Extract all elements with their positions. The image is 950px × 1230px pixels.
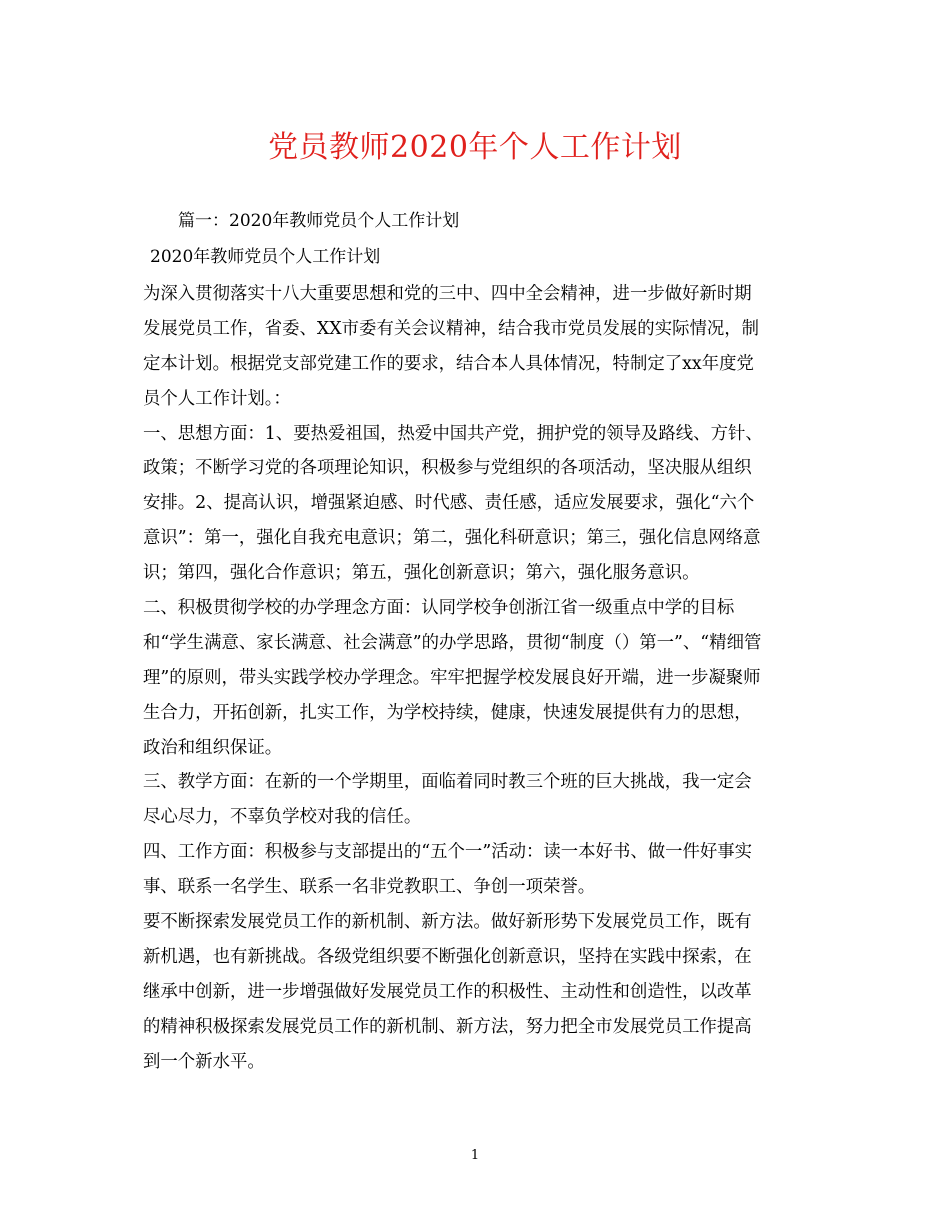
body-line: 和“学生满意、家长满意、社会满意”的办学思路，贯彻“制度（）第一”、“精细管	[143, 632, 762, 653]
body-line: 要不断探索发展党员工作的新机制、新方法。做好新形势下发展党员工作，既有	[143, 912, 752, 933]
body-line: 的精神积极探索发展党员工作的新机制、新方法，努力把全市发展党员工作提高	[143, 1016, 752, 1037]
subheading-chapter: 篇一：2020年教师党员个人工作计划	[178, 211, 460, 231]
body-line: 三、教学方面：在新的一个学期里，面临着同时教三个班的巨大挑战，我一定会	[143, 772, 752, 793]
subheading-plan: 2020年教师党员个人工作计划	[150, 247, 381, 267]
page-number: 1	[470, 1148, 480, 1163]
body-line: 新机遇，也有新挑战。各级党组织要不断强化创新意识，坚持在实践中探索，在	[143, 946, 752, 967]
body-line: 为深入贯彻落实十八大重要思想和党的三中、四中全会精神，进一步做好新时期	[143, 284, 752, 304]
body-line: 识；第四，强化合作意识；第五，强化创新意识；第六，强化服务意识。	[143, 563, 700, 584]
body-line: 事、联系一名学生、联系一名非党教职工、争创一项荣誉。	[143, 877, 596, 898]
body-line: 理”的原则，带头实践学校办学理念。牢牢把握学校发展良好开端，进一步凝聚师	[143, 667, 761, 688]
document-title: 党员教师2020年个人工作计划	[268, 130, 682, 165]
body-line: 政策；不断学习党的各项理论知识，积极参与党组织的各项活动，坚决服从组织	[143, 458, 752, 479]
body-line: 意识”：第一，强化自我充电意识；第二，强化科研意识；第三，强化信息网络意	[143, 528, 761, 549]
body-line: 安排。2、提高认识，增强紧迫感、时代感、责任感，适应发展要求，强化“六个	[143, 493, 755, 514]
body-line: 定本计划。根据党支部党建工作的要求，结合本人具体情况，特制定了xx年度党	[143, 353, 754, 374]
body-line: 发展党员工作，省委、XX市委有关会议精神，结合我市党员发展的实际情况，制	[143, 318, 760, 339]
body-text	[143, 277, 809, 1079]
body-line: 一、思想方面：1、要热爱祖国，热爱中国共产党，拥护党的领导及路线、方针、	[143, 423, 763, 444]
body-line: 生合力，开拓创新，扎实工作，为学校持续，健康，快速发展提供有力的思想，	[143, 702, 752, 723]
body-line: 四、工作方面：积极参与支部提出的“五个一”活动：读一本好书、做一件好事实	[143, 842, 753, 863]
body-line: 尽心尽力，不辜负学校对我的信任。	[143, 807, 422, 828]
body-line: 二、积极贯彻学校的办学理念方面：认同学校争创浙江省一级重点中学的目标	[143, 598, 735, 619]
body-line: 政治和组织保证。	[143, 737, 283, 758]
body-line: 继承中创新，进一步增强做好发展党员工作的积极性、主动性和创造性，以改革	[143, 981, 752, 1002]
body-line: 到一个新水平。	[143, 1051, 265, 1072]
body-line: 员个人工作计划。：	[143, 388, 291, 409]
